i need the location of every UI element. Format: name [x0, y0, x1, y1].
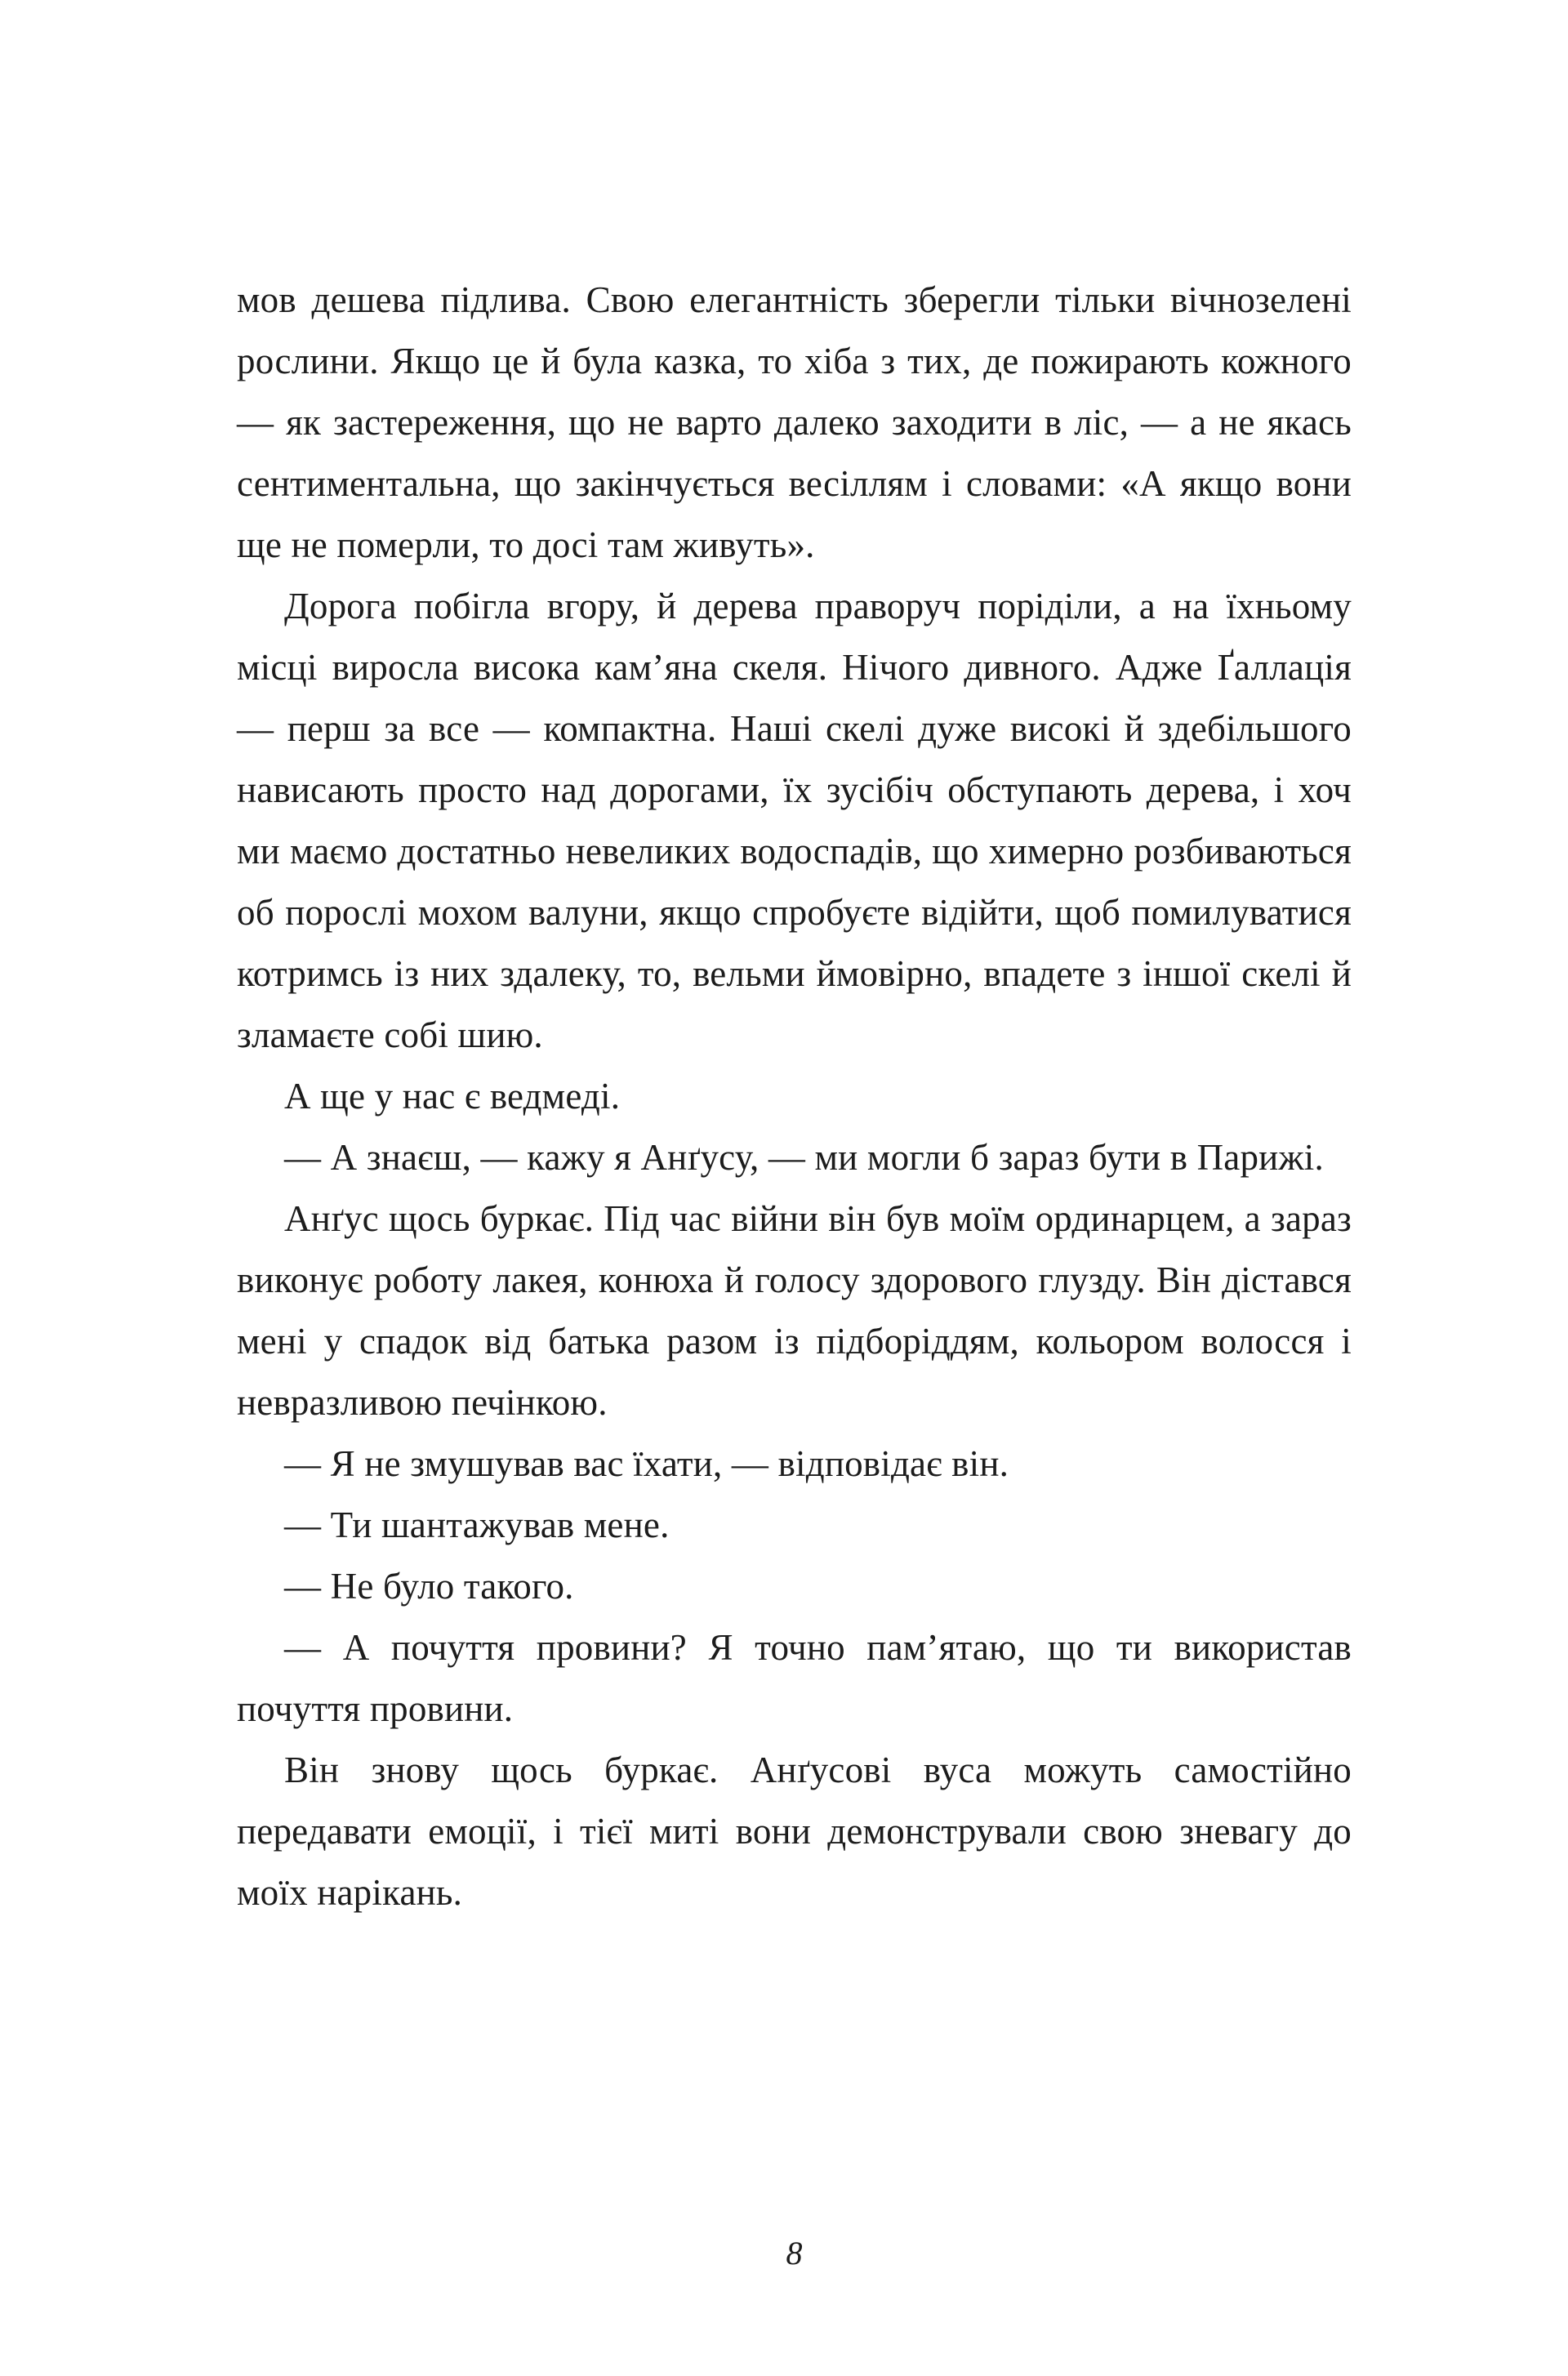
paragraph: — Не було такого.: [284, 1566, 574, 1607]
paragraph: Дорога побігла вгору, й дерева праворуч поріділи, а на їхньому місці виросла висока кам’яна скеля. Нічого дивного. Адже Ґаллація — перш за все — компактна. Наші скелі дуже високі й здебільшого нависають просто над дорогами, їх зусібіч обступають дерева, і хоч ми маємо достатньо невеликих водоспадів, що химерно розбиваються об порослі мохом валуни, якщо спробуєте відійти, щоб помилуватися котримсь із них здалеку, то, вельми ймовірно, впадете з іншої скелі й зламаєте собі шию.: [237, 586, 1352, 1055]
paragraph: — Я не змушував вас їхати, — відповідає він.: [284, 1443, 1009, 1484]
page-number: 8: [786, 2235, 803, 2271]
paragraph: Він знову щось буркає. Анґусові вуса можуть самостійно передавати емоції, і тієї миті вони демонстрували свою зневагу до моїх нарікань.: [237, 1750, 1352, 1913]
paragraph: Анґус щось буркає. Під час війни він був моїм ординарцем, а зараз виконує роботу лакея, конюха й голосу здорового глузду. Він дістався мені у спадок від батька разом із підборіддям, кольором волосся і невразливою печінкою.: [237, 1198, 1352, 1423]
paragraph: — Ти шантажував мене.: [284, 1505, 670, 1545]
paragraph: А ще у нас є ведмеді.: [284, 1076, 621, 1117]
paragraph: — А знаєш, — кажу я Анґусу, — ми могли б зараз бути в Парижі.: [284, 1137, 1324, 1178]
paragraph: мов дешева підлива. Свою елегантність зберегли тільки вічнозелені рослини. Якщо це й була казка, то хіба з тих, де пожирають кожного — як застереження, що не варто далеко заходити в ліс, — а не якась сентиментальна, що закінчується весіллям і словами: «А якщо вони ще не померли, то досі там живуть».: [237, 279, 1352, 565]
page-text: [237, 270, 1352, 1924]
paragraph: — А почуття провини? Я точно пам’ятаю, що ти використав почуття провини.: [237, 1627, 1352, 1729]
